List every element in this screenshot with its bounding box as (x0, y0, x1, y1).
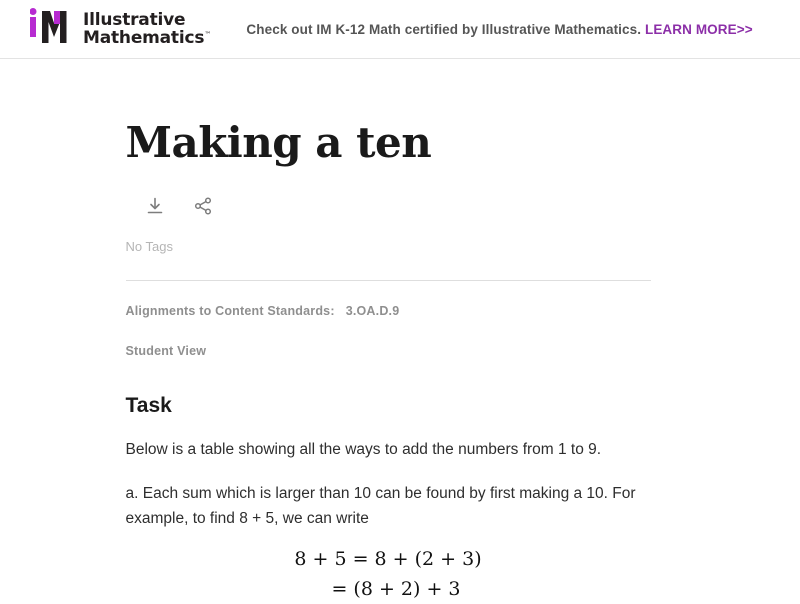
task-actions (126, 195, 651, 217)
im-logo-icon (30, 8, 76, 51)
share-icon[interactable] (192, 195, 214, 217)
alignments-label: Alignments to Content Standards: (125, 304, 335, 319)
student-view-link[interactable]: Student View (125, 344, 207, 359)
download-icon[interactable] (144, 195, 166, 217)
site-logo-text (83, 11, 211, 48)
task-paragraph-1: Below is a table showing all the ways to add the numbers from 1 to 9. (125, 441, 602, 459)
site-header (0, 0, 800, 59)
tags-status: No Tags (125, 239, 173, 255)
math-line-2: = (8 + 2) + 3 (331, 577, 461, 600)
math-expression (126, 545, 651, 604)
task-paragraph-2: a. Each sum which is larger than 10 can be found by first making a 10. For example, to find 8 + 5, we can write (125, 485, 636, 528)
promo-banner (211, 22, 778, 37)
math-line-1: 8 + 5 = 8 + (2 + 3) (294, 548, 482, 571)
learn-more-link[interactable]: LEARN MORE>> (644, 21, 753, 37)
logo-line-1: Illustrative (83, 9, 186, 30)
task-page (126, 59, 651, 604)
section-divider (126, 280, 651, 281)
site-logo[interactable] (30, 8, 211, 51)
alignments-standard[interactable]: 3.OA.D.9 (345, 304, 400, 319)
alignments-row (126, 304, 651, 318)
promo-text: Check out IM K-12 Math certified by Illustrative Mathematics. (246, 21, 642, 37)
logo-line-2: Mathematics (83, 28, 205, 48)
page-title: Making a ten (125, 118, 432, 167)
task-section-heading: Task (125, 394, 172, 418)
logo-trademark: ™ (204, 30, 212, 39)
